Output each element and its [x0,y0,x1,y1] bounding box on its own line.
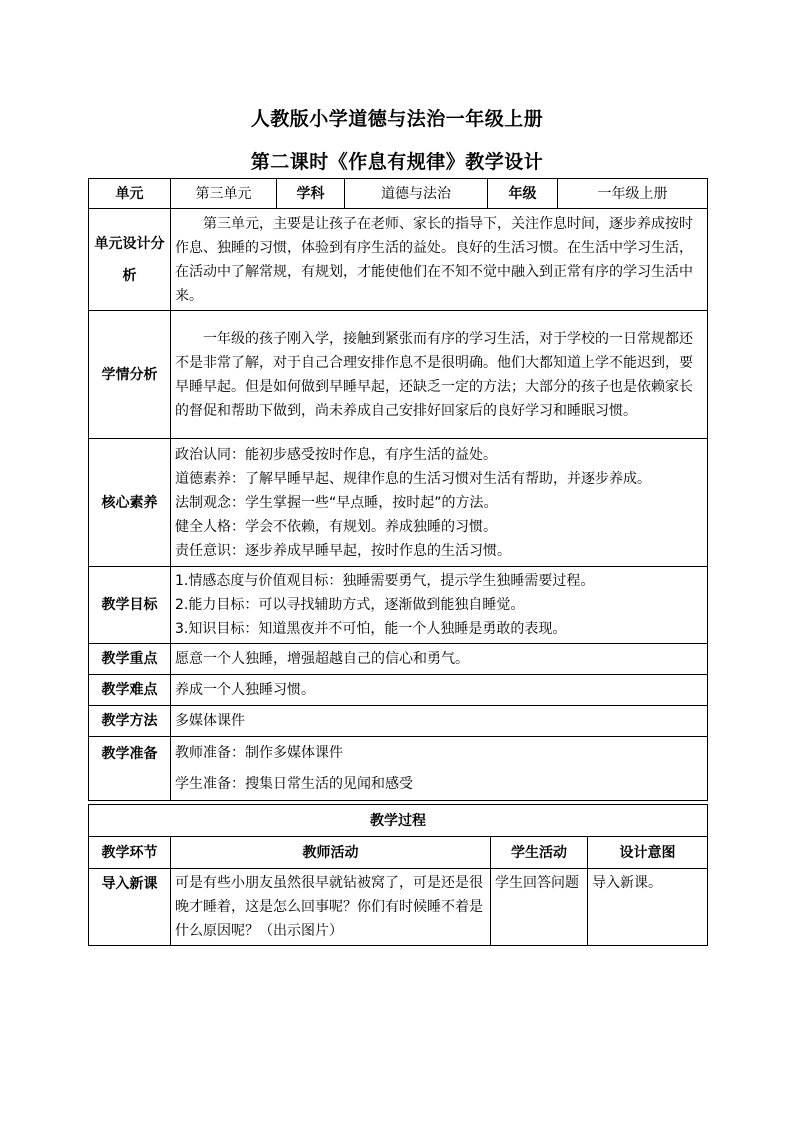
unit-analysis-row [89,209,708,311]
process-title-row [89,805,708,837]
unit-value: 第三单元 [171,179,277,209]
objective-item: 1.情感态度与价值观目标：独睡需要勇气，提示学生独睡需要过程。 [175,573,595,589]
process-student-activity: 学生回答问题 [491,869,588,946]
info-row [89,179,708,209]
unit-label: 单元 [89,179,171,209]
objective-item: 3.知识目标：知道黑夜并不可怕，能一个人独睡是勇敢的表现。 [175,621,567,637]
core-literacy-item: 政治认同：能初步感受按时作息，有序生活的益处。 [175,446,497,463]
core-literacy-content [171,439,708,567]
header-design-intent: 设计意图 [588,837,708,869]
grade-value: 一年级上册 [558,179,708,209]
process-teacher-activity: 可是有些小朋友虽然很早就钻被窝了，可是还是很晚才睡着，这是怎么回事呢？你们有时候睡不着是什么原因呢？（出示图片） [171,869,491,946]
preparation-label: 教学准备 [89,737,171,801]
difficulty-text: 养成一个人独睡习惯。 [171,675,708,706]
core-literacy-label: 核心素养 [89,439,171,567]
student-analysis-label: 学情分析 [89,311,171,439]
subject-value: 道德与法治 [345,179,488,209]
method-row [89,706,708,737]
core-literacy-item: 道德素养：了解早睡早起、规律作息的生活习惯对生活有帮助，并逐步养成。 [175,470,651,487]
preparation-item: 学生准备：搜集日常生活的见闻和感受 [175,775,413,792]
process-stage: 导入新课 [89,869,171,946]
key-point-label: 教学重点 [89,644,171,675]
lesson-title: 第二课时《作息有规律》教学设计 [250,151,544,173]
student-analysis-content [171,311,708,439]
header-teacher-activity: 教师活动 [171,837,491,869]
difficulty-label: 教学难点 [89,675,171,706]
student-analysis-row [89,311,708,439]
core-literacy-item: 法制观念：学生掌握一些“早点睡，按时起”的方法。 [175,494,498,511]
objectives-content [171,567,708,644]
document-title: 人教版小学道德与法治一年级上册 [250,108,544,130]
objective-item: 2.能力目标：可以寻找辅助方式，逐渐做到能独自睡觉。 [175,597,525,613]
unit-analysis-content [171,209,708,311]
preparation-item: 教师准备：制作多媒体课件 [175,744,343,761]
core-literacy-row [89,439,708,567]
process-design-intent: 导入新课。 [588,869,708,946]
student-analysis-text: 一年级的孩子刚入学，接触到紧张而有序的学习生活，对于学校的一日常规都还不是非常了解，对于自己合理安排作息不是很明确。他们大都知道上学不能迟到，要早睡早起。但是如何做到早睡早起，还缺乏一定的方法；大部分的孩子也是依赖家长的督促和帮助下做到，尚未养成自己安排好回家后的良好学习和睡眠习惯。 [175,330,693,419]
preparation-content [171,737,708,801]
header-stage: 教学环节 [89,837,171,869]
core-literacy-item: 健全人格：学会不依赖，有规划。养成独睡的习惯。 [175,518,497,535]
objectives-label: 教学目标 [89,567,171,644]
header-student-activity: 学生活动 [491,837,588,869]
key-point-row [89,644,708,675]
core-literacy-item: 责任意识：逐步养成早睡早起，按时作息的生活习惯。 [175,542,511,559]
process-row [89,869,708,946]
difficulty-row [89,675,708,706]
grade-label: 年级 [488,179,558,209]
preparation-row [89,737,708,801]
teaching-process-table [88,804,708,946]
method-label: 教学方法 [89,706,171,737]
process-header-row [89,837,708,869]
subject-label: 学科 [277,179,345,209]
unit-analysis-text: 第三单元，主要是让孩子在老师、家长的指导下，关注作息时间，逐步养成按时作息、独睡的习惯，体验到有序生活的益处。良好的生活习惯。在生活中学习生活，在活动中了解常规，有规划，才能使他们在不知不觉中融入到正常有序的学习生活中来。 [175,215,693,304]
method-text: 多媒体课件 [171,706,708,737]
unit-analysis-label: 单元设计分析 [89,209,171,311]
process-title: 教学过程 [89,805,708,837]
objectives-row [89,567,708,644]
key-point-text: 愿意一个人独睡，增强超越自己的信心和勇气。 [171,644,708,675]
lesson-plan-table [88,178,708,801]
